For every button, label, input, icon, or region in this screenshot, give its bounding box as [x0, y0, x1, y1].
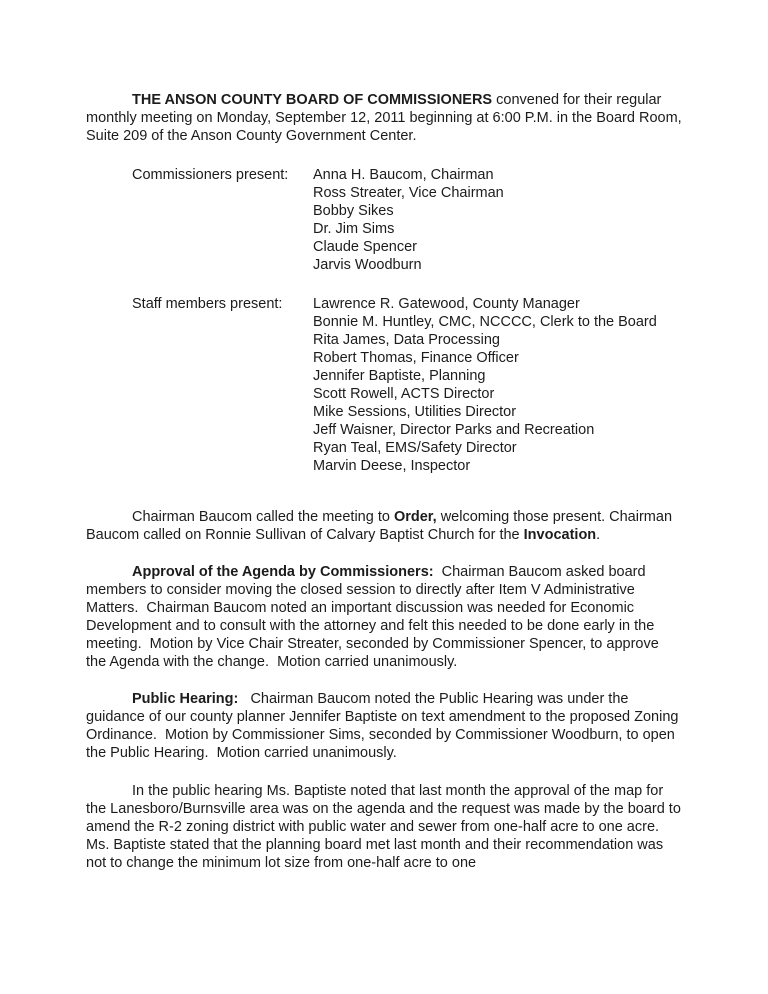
- staff-member-name: Bonnie M. Huntley, CMC, NCCCC, Clerk to the Board: [313, 314, 657, 330]
- invocation-bold-word: Invocation: [523, 527, 597, 543]
- opening-paragraph: [86, 91, 686, 145]
- opening-paragraph-text: convened for their regular monthly meeting on Monday, September 12, 2011 beginning at 6:00 P.M. in the Board Room, Suite 209 of the Anson County Government Center.: [86, 92, 686, 144]
- agenda-approval-heading: Approval of the Agenda by Commissioners:: [132, 564, 434, 580]
- hearing-detail-paragraph: [86, 782, 685, 872]
- commissioners-present-list: [313, 166, 682, 274]
- staff-member-name: Robert Thomas, Finance Officer: [313, 350, 519, 366]
- agenda-approval-paragraph: [86, 563, 682, 671]
- staff-member-name: Jennifer Baptiste, Planning: [313, 368, 486, 384]
- staff-member-name: Lawrence R. Gatewood, County Manager: [313, 296, 580, 312]
- commissioner-name: Anna H. Baucom, Chairman: [313, 167, 494, 183]
- commissioner-name: Jarvis Woodburn: [313, 257, 422, 273]
- commissioners-present-block: [86, 166, 682, 274]
- staff-present-label: Staff members present:: [132, 296, 283, 312]
- commissioners-present-label: Commissioners present:: [132, 167, 289, 183]
- staff-member-name: Marvin Deese, Inspector: [313, 458, 471, 474]
- public-hearing-text: Chairman Baucom noted the Public Hearing was under the guidance of our county planner Jennifer Baptiste on text amendment to the proposed Zoning Ordinance. Motion by Commissioner Sims, seconded by Commissioner Woodburn, to open the Public Hearing. Motion carried unanimously.: [86, 691, 683, 761]
- commissioner-name: Dr. Jim Sims: [313, 221, 395, 237]
- call-to-order-text: welcoming those present. Chairman Baucom called on Ronnie Sullivan of Calvary Baptist Church for the: [86, 509, 677, 543]
- staff-member-name: Rita James, Data Processing: [313, 332, 500, 348]
- staff-present-block: [86, 295, 682, 475]
- staff-member-name: Mike Sessions, Utilities Director: [313, 404, 517, 420]
- hearing-detail-text: In the public hearing Ms. Baptiste noted that last month the approval of the map for the Lanesboro/Burnsville area was on the agenda and the request was made by the board to amend the R-2 zoning district with public water and sewer from one-half acre to one acre. Ms. Baptiste stated that the planning board met last month and their recommendation was not to change the minimum lot size from one-half acre to one: [86, 783, 685, 871]
- call-to-order-paragraph: [86, 508, 682, 544]
- call-to-order-text: .: [596, 527, 601, 543]
- commissioner-name: Bobby Sikes: [313, 203, 394, 219]
- commissioner-name: Claude Spencer: [313, 239, 417, 255]
- opening-paragraph-bold-lead: THE ANSON COUNTY BOARD OF COMMISSIONERS: [132, 92, 493, 108]
- staff-present-list: [313, 295, 682, 475]
- staff-member-name: Jeff Waisner, Director Parks and Recreation: [313, 422, 595, 438]
- order-bold-word: Order,: [393, 509, 437, 525]
- commissioner-name: Ross Streater, Vice Chairman: [313, 185, 504, 201]
- call-to-order-text: Chairman Baucom called the meeting to: [132, 509, 394, 525]
- public-hearing-paragraph: [86, 690, 682, 762]
- agenda-approval-text: Chairman Baucom asked board members to consider moving the closed session to directly after Item V Administrative Matters. Chairman Baucom noted an important discussion was needed for Economic Development and to consult with the attorney and felt this needed to be done early in the meeting. Motion by Vice Chair Streater, seconded by Commissioner Spencer, to approve the Agenda with the change. Motion carried unanimously.: [86, 564, 663, 670]
- staff-member-name: Ryan Teal, EMS/Safety Director: [313, 440, 517, 456]
- public-hearing-heading: Public Hearing:: [132, 691, 239, 707]
- staff-member-name: Scott Rowell, ACTS Director: [313, 386, 495, 402]
